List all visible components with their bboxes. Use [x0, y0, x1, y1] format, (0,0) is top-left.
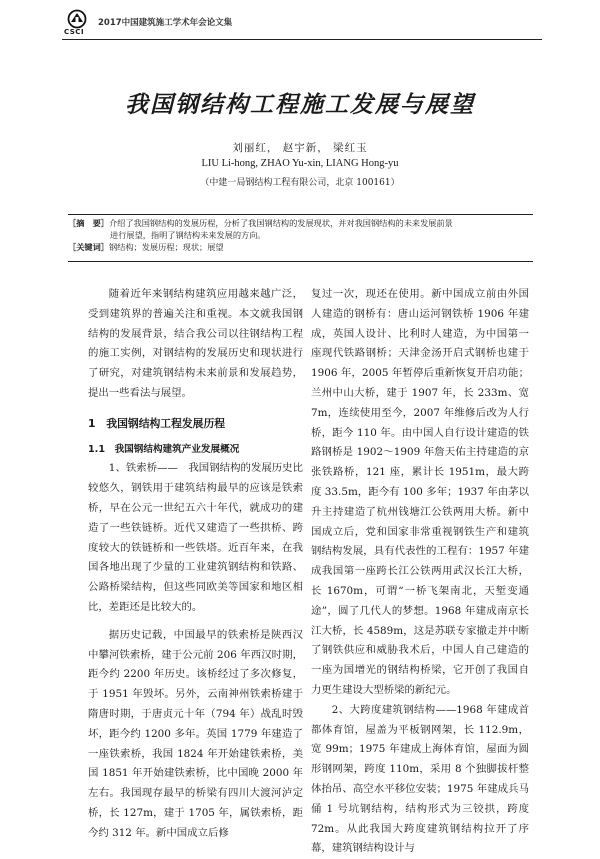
- keywords-text: 钢结构；发展历程；现状；展望: [108, 242, 224, 252]
- abstract-text-2: 进行展望，指明了钢结构未来发展的方向。: [110, 230, 266, 240]
- abstract-label: ［摘 要］: [68, 218, 109, 228]
- subsection-heading-1-1: 1.1 我国钢结构建筑产业发展概况: [88, 443, 240, 455]
- body-paragraph: 据历史记载，中国最早的铁索桥是陕西汉中攀河铁索桥，建于公元前 206 年西汉时期，距今约 2200 年历史。该桥经过了多次修复，于 1951 年毁坏。另外，云南神州铁索桥建于隋唐时期，于唐贞元十年（794 年）战乱时毁坏，距今约 1200 多年。英国 1779 年建造了一座铁索桥，我国 1824 年开始建铁索桥，美国 1851 年开始建铁索桥，比中国晚 2000 年左右。我国现存最早的桥梁有四川大渡河泸定桥，长 127m，建于 1705 年，属铁索桥，距今约 312 年。新中国成立后修: [88, 628, 303, 839]
- abstract-line-1: [68, 217, 533, 229]
- abstract-box: [68, 214, 533, 262]
- keywords-row: [68, 241, 533, 253]
- intro-paragraph: 随着近年来钢结构建筑应用越来越广泛，受到建筑界的普遍关注和重视。本文就我国钢结构的发展背景，结合我公司以往钢结构工程的施工实例，对钢结构的发展历史和现状进行了研究，对建筑钢结构未来前景和发展趋势，提出一些看法与展望。: [88, 288, 303, 399]
- paper-title: 我国钢结构工程施工发展与展望: [125, 92, 475, 118]
- logo-text: CSCI: [64, 28, 85, 36]
- page-header: [62, 6, 542, 40]
- body-paragraph: 1、铁索桥—— 我国钢结构的发展历史比较悠久，钢铁用于建筑结构最早的应该是铁索桥，早在公元一世纪五六十年代，就成功的建造了一些铁链桥。近代又建造了一些拱桥、跨度较大的铁链桥和一些铁塔。近百年来，在我国各地出现了少量的工业建筑钢结构和铁路、公路桥梁结构，但这些同欧美等国家和地区相比，差距还是比较大的。: [88, 462, 303, 613]
- conference-name: 2017中国建筑施工学术年会论文集: [98, 18, 233, 28]
- right-column: [311, 285, 529, 859]
- left-column: [88, 285, 303, 844]
- authors-chinese: 刘丽红， 赵宇新， 梁红玉: [232, 142, 368, 154]
- abstract-text-1: 介绍了我国钢结构的发展历程，分析了我国钢结构的发展现状，并对我国钢结构的未来发展前景: [108, 218, 453, 228]
- section-heading-1: 1 我国钢结构工程发展历程: [88, 416, 226, 430]
- affiliation: （中建一局钢结构工程有限公司，北京 100161）: [200, 178, 400, 188]
- keywords-label: ［关键词］: [68, 242, 109, 252]
- body-paragraph: 复过一次，现还在使用。新中国成立前由外国人建造的钢桥有：唐山运河钢铁桥 1906 年建成，英国人设计、比利时人建造，为中国第一座现代铁路钢桥；天津金汤开启式钢桥也建于 1906 年，2005 年暂停后重新恢复开启功能；兰州中山大桥，建于 1907 年，长 233m、宽 7m，连续使用至今，2007 年维修后改为人行桥，距今 110 年。由中国人自行设计建造的铁路钢桥是 1902～1909 年詹天佑主持建造的京张铁路桥，121 座，累计长 1951m，最大跨度 33.5m，距今有 100 多年；1937 年由茅以升主持建造了杭州钱塘江公铁两用大桥。新中国成立后，党和国家非常重视钢铁生产和建筑钢结构发展，具有代表性的工程有：1957 年建成我国第一座跨长江公铁两用武汉长江大桥，长 1670m，可谓“一桥飞架南北，天堑变通途”，圆了几代人的梦想。1968 年建成南京长江大桥，长 4589m，这是苏联专家撤走并中断了钢铁供应和威胁我术后，中国人自己建造的一座为国增光的钢结构桥梁，它开创了我国自力更生建设大型桥梁的新纪元。: [311, 288, 529, 696]
- authors-english: LIU Li-hong, ZHAO Yu-xin, LIANG Hong-yu: [201, 158, 399, 169]
- body-paragraph: 2、大跨度建筑钢结构——1968 年建成首都体育馆，屋盖为平板钢网架，长 112.9m，宽 99m；1975 年建成上海体育馆，屋面为圆形钢网架，跨度 110m，采用 8 个独脚拔杆整体抬吊、高空水平移位安装；1975 年建成兵马俑 1 号坑钢结构，结构形式为三铰拱，跨度 72m。从此我国大跨度建筑钢结构拉开了序幕，建筑钢结构设计与: [311, 703, 529, 855]
